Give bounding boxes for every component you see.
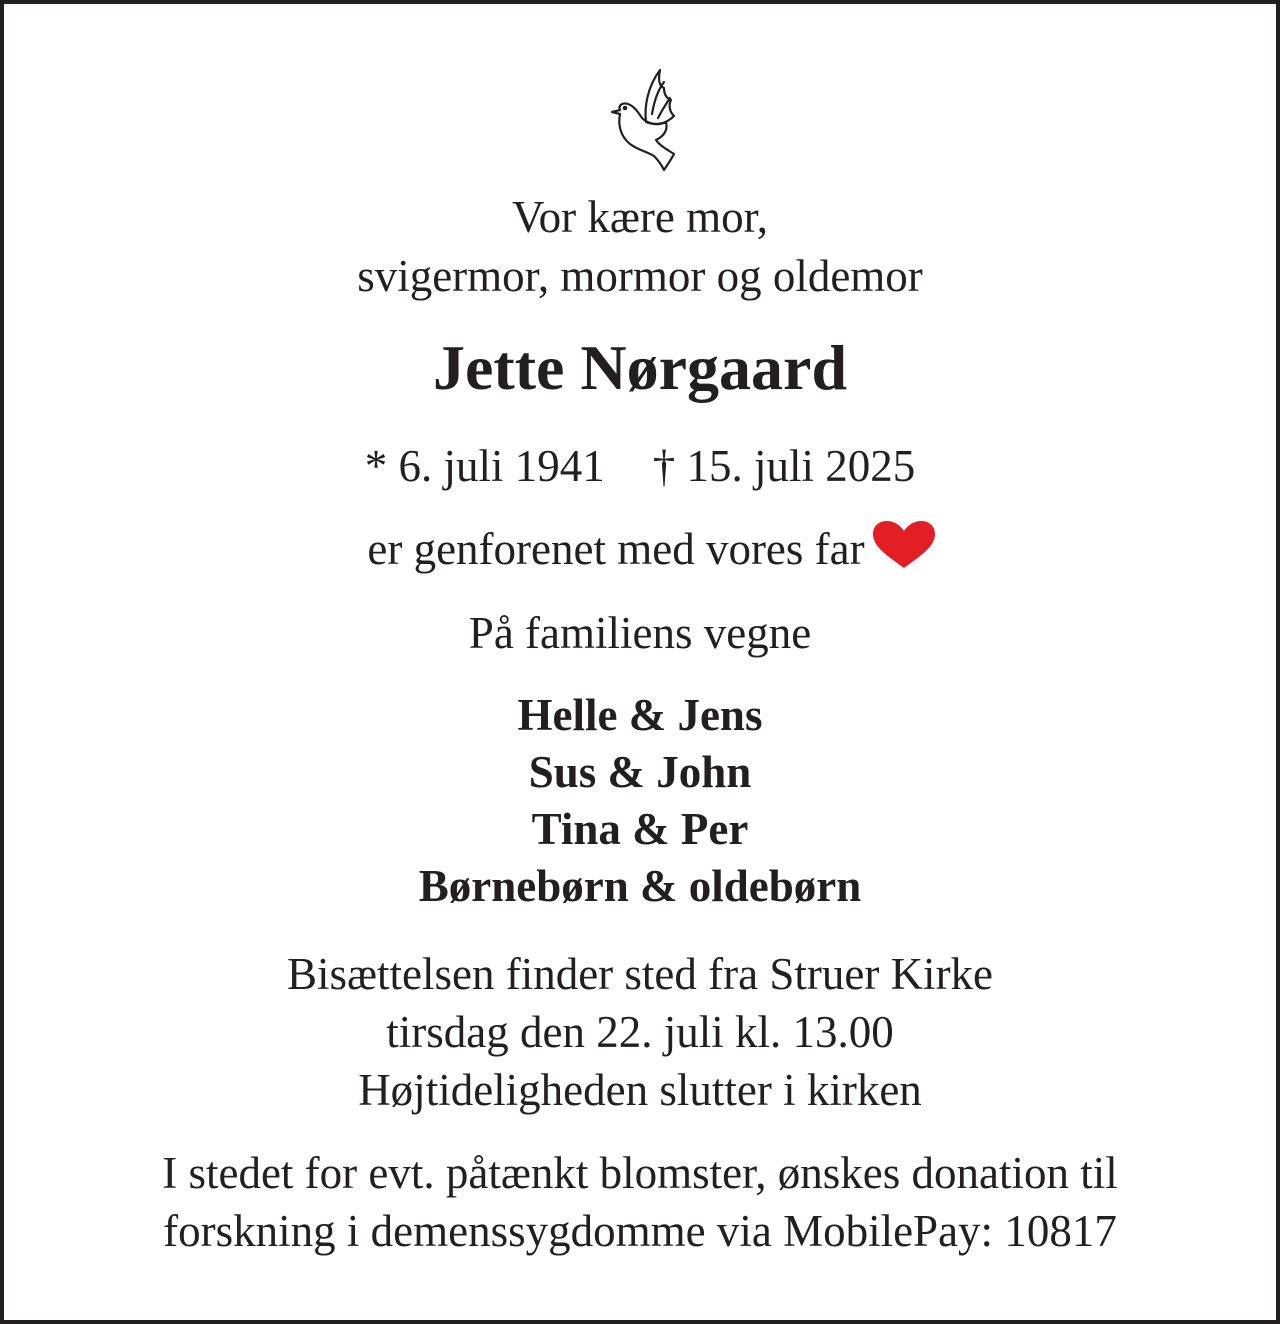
- dove-icon: [608, 64, 678, 174]
- birth-date: * 6. juli 1941: [364, 441, 605, 491]
- intro-line-2: svigermor, mormor og oldemor: [357, 251, 923, 301]
- family-line-4: Børnebørn & oldebørn: [418, 861, 862, 911]
- ceremony-line-2: tirsdag den 22. juli kl. 13.00: [386, 1007, 894, 1057]
- donation-line-1: I stedet for evt. påtænkt blomster, ønskes donation til: [162, 1148, 1118, 1198]
- life-dates: [4, 437, 1276, 495]
- intro-line-1: Vor kære mor,: [511, 192, 769, 242]
- death-date: † 15. juli 2025: [652, 441, 916, 491]
- heart-icon: [871, 520, 937, 570]
- reunited-message: [4, 520, 1276, 578]
- family-line-3: Tina & Per: [531, 804, 749, 854]
- ceremony-line-1: Bisættelsen finder sted fra Struer Kirke: [286, 949, 994, 999]
- family-line-2: Sus & John: [528, 747, 752, 797]
- ceremony-line-3: Højtideligheden slutter i kirken: [358, 1065, 922, 1115]
- deceased-name: Jette Nørgaard: [432, 332, 848, 403]
- reunited-text: er genforenet med vores far: [367, 524, 865, 574]
- family-line-1: Helle & Jens: [517, 690, 763, 740]
- on-behalf-text: På familiens vegne: [468, 608, 812, 658]
- donation-line-2: forskning i demenssygdomme via MobilePay: 10817: [163, 1206, 1117, 1256]
